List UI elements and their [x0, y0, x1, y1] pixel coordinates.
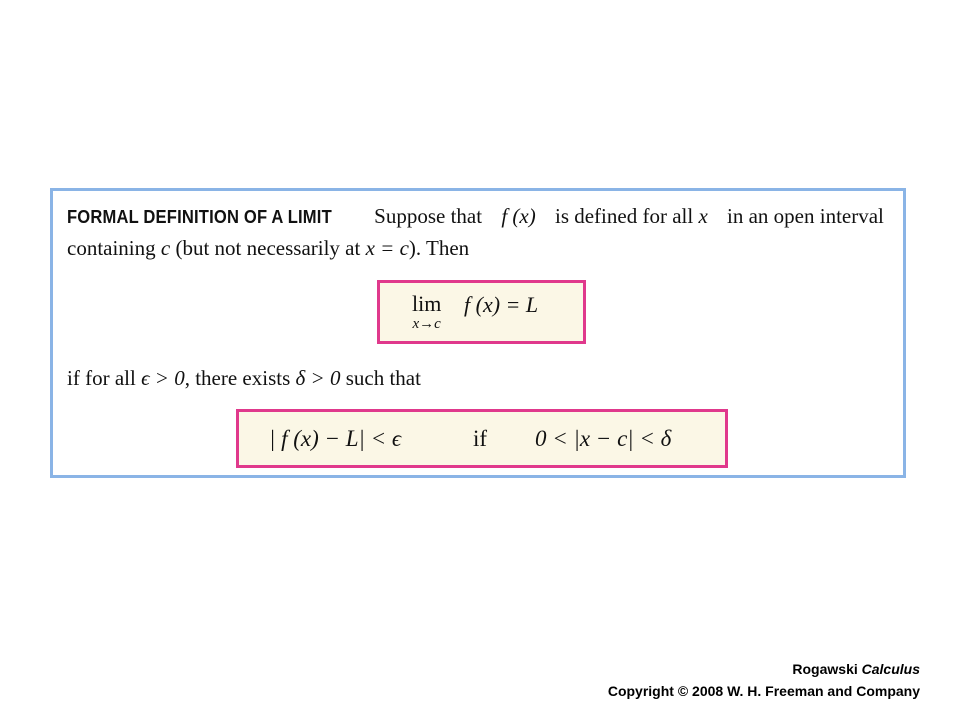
credit-author: Rogawski [792, 661, 858, 677]
intro-text-3: in an open interval containing [67, 204, 884, 260]
epsilon-inequality: | f (x) − L| < ϵ [269, 426, 402, 451]
limit-operator [412, 293, 441, 332]
intro-x: x [698, 204, 708, 228]
delta-inequality: 0 < |x − c| < δ [535, 426, 672, 451]
intro-text-2: is defined for all [554, 204, 694, 228]
condition-text-1: if for all [67, 366, 136, 390]
intro-text-4: (but not necessarily at [175, 236, 361, 260]
limit-formula-box [377, 280, 586, 344]
intro-text-1: Suppose that [374, 204, 483, 228]
intro-text-5: ). Then [408, 236, 470, 260]
intro-equation: x = c [365, 236, 409, 260]
intro-c: c [160, 236, 171, 260]
condition-text [67, 363, 421, 394]
definition-box [50, 188, 906, 478]
intro-fx: f (x) [501, 204, 536, 228]
epsilon-delta-formula-box [236, 409, 728, 468]
condition-text-3: such that [345, 366, 421, 390]
lim-subscript: x→c [412, 316, 441, 332]
book-credit [792, 661, 920, 677]
condition-delta: δ > 0 [295, 366, 341, 390]
copyright-line: Copyright © 2008 W. H. Freeman and Company [607, 683, 920, 699]
condition-text-2: , there exists [184, 366, 291, 390]
credit-book: Calculus [861, 661, 920, 677]
limit-rhs: f (x) = L [464, 292, 539, 317]
lim-word: lim [412, 291, 442, 316]
definition-heading: FORMAL DEFINITION OF A LIMIT [67, 207, 332, 227]
if-word: if [473, 426, 488, 451]
condition-epsilon: ϵ > 0 [141, 366, 185, 390]
definition-intro [67, 201, 897, 264]
